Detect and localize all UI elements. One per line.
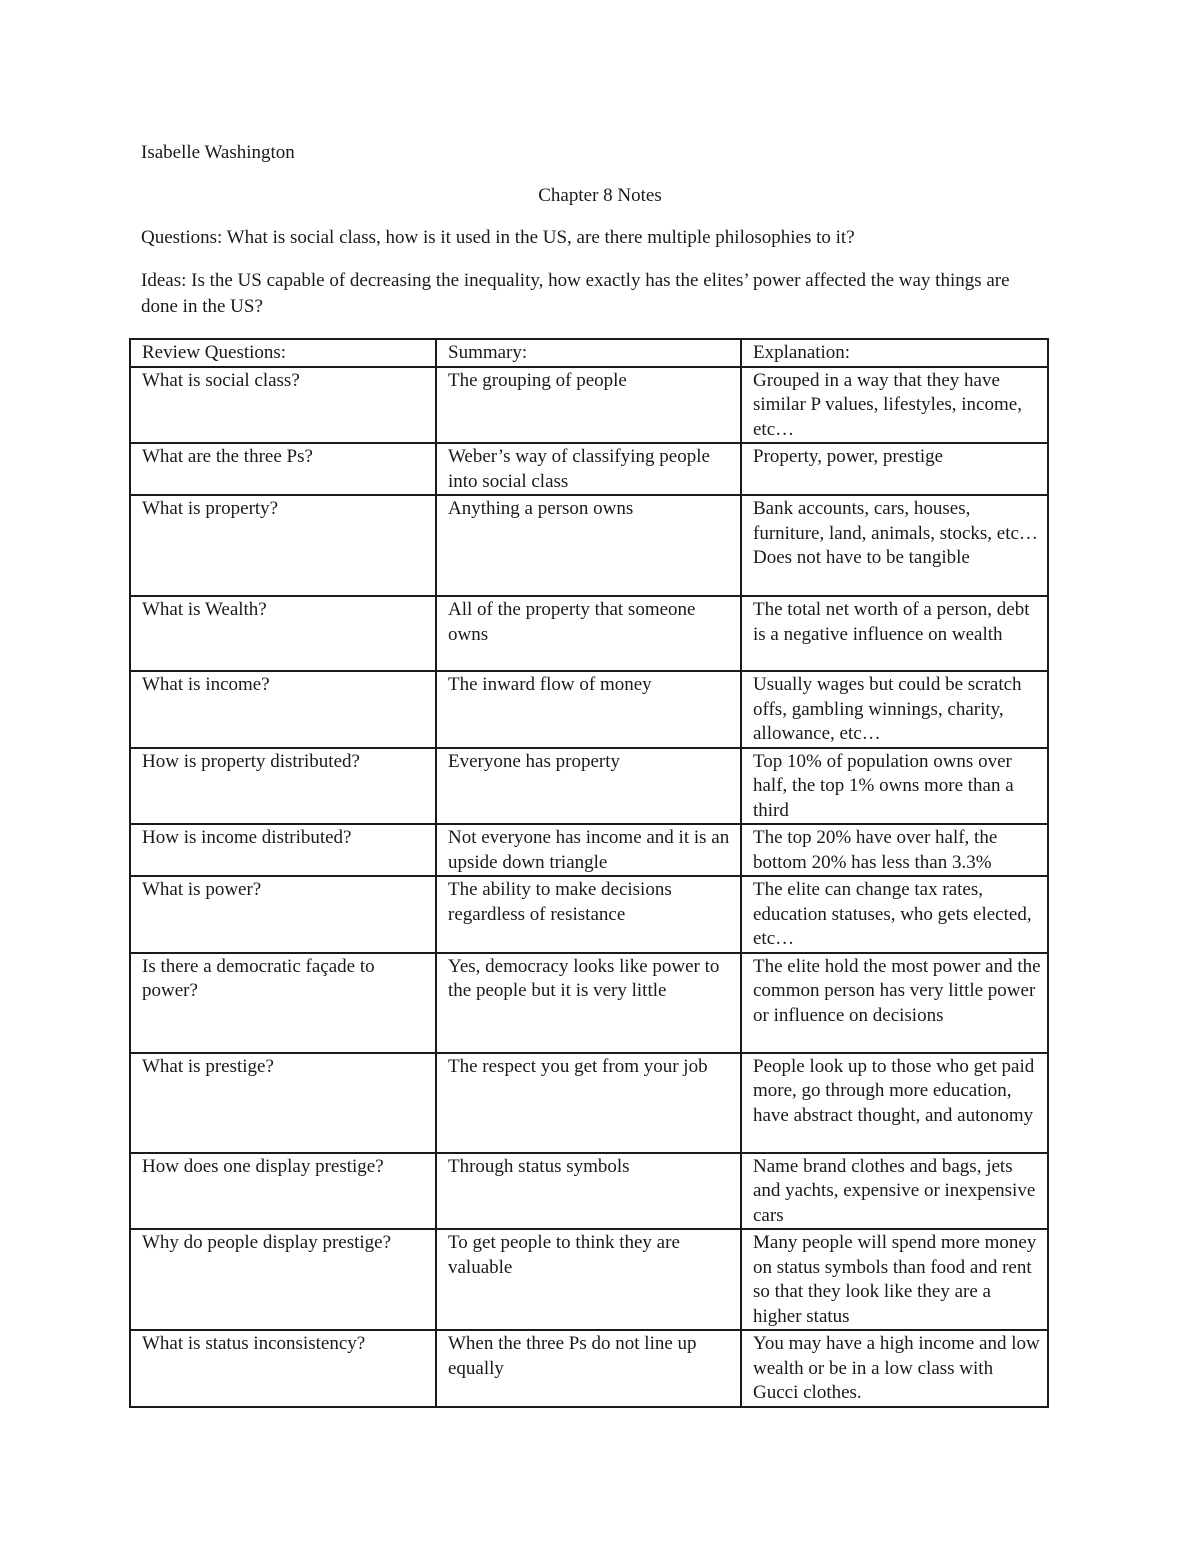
table-row <box>130 1153 1048 1230</box>
header-review-questions: Review Questions: <box>130 339 436 367</box>
question-cell: What is income? <box>130 671 436 748</box>
question-cell: What is Wealth? <box>130 596 436 671</box>
table-row <box>130 824 1048 876</box>
explanation-cell: Usually wages but could be scratch offs, gambling winnings, charity, allowance, etc… <box>741 671 1048 748</box>
explanation-cell: The elite hold the most power and the common person has very little power or influence on decisions <box>741 953 1048 1053</box>
table-row <box>130 367 1048 444</box>
table-row <box>130 1053 1048 1153</box>
explanation-cell: The elite can change tax rates, education statuses, who gets elected, etc… <box>741 876 1048 953</box>
question-cell: What is property? <box>130 495 436 596</box>
ideas-paragraph: Ideas: Is the US capable of decreasing the inequality, how exactly has the elites’ power affected the way things are done in the US? <box>141 270 1010 317</box>
summary-cell: Weber’s way of classifying people into social class <box>436 443 741 495</box>
author-name: Isabelle Washington <box>141 142 295 163</box>
explanation-cell: People look up to those who get paid more, go through more education, have abstract thought, and autonomy <box>741 1053 1048 1153</box>
table-row <box>130 953 1048 1053</box>
question-cell: How is income distributed? <box>130 824 436 876</box>
summary-cell: The respect you get from your job <box>436 1053 741 1153</box>
explanation-cell: You may have a high income and low wealth or be in a low class with Gucci clothes. <box>741 1330 1048 1407</box>
summary-cell: To get people to think they are valuable <box>436 1229 741 1330</box>
page-title: Chapter 8 Notes <box>538 185 662 206</box>
question-cell: Is there a democratic façade to power? <box>130 953 436 1053</box>
table-row <box>130 671 1048 748</box>
questions-paragraph: Questions: What is social class, how is it used in the US, are there multiple philosophies to it? <box>141 227 855 248</box>
review-notes-table <box>129 338 1049 1408</box>
explanation-cell: Grouped in a way that they have similar P values, lifestyles, income, etc… <box>741 367 1048 444</box>
header-summary: Summary: <box>436 339 741 367</box>
summary-cell: Anything a person owns <box>436 495 741 596</box>
question-cell: What is prestige? <box>130 1053 436 1153</box>
table-row <box>130 748 1048 825</box>
table-row <box>130 495 1048 596</box>
table-row <box>130 1330 1048 1407</box>
summary-cell: Not everyone has income and it is an upside down triangle <box>436 824 741 876</box>
question-cell: What are the three Ps? <box>130 443 436 495</box>
summary-cell: The ability to make decisions regardless of resistance <box>436 876 741 953</box>
table-row <box>130 596 1048 671</box>
summary-cell: When the three Ps do not line up equally <box>436 1330 741 1407</box>
question-cell: Why do people display prestige? <box>130 1229 436 1330</box>
summary-cell: Yes, democracy looks like power to the people but it is very little <box>436 953 741 1053</box>
explanation-cell: Bank accounts, cars, houses, furniture, land, animals, stocks, etc… Does not have to be tangible <box>741 495 1048 596</box>
explanation-cell: The top 20% have over half, the bottom 20% has less than 3.3% <box>741 824 1048 876</box>
table-header-row <box>130 339 1048 367</box>
explanation-cell: Many people will spend more money on status symbols than food and rent so that they look like they are a higher status <box>741 1229 1048 1330</box>
table-row <box>130 876 1048 953</box>
table-row <box>130 443 1048 495</box>
table-row <box>130 1229 1048 1330</box>
question-cell: How does one display prestige? <box>130 1153 436 1230</box>
header-explanation: Explanation: <box>741 339 1048 367</box>
question-cell: What is status inconsistency? <box>130 1330 436 1407</box>
question-cell: What is power? <box>130 876 436 953</box>
explanation-cell: Property, power, prestige <box>741 443 1048 495</box>
explanation-cell: Name brand clothes and bags, jets and yachts, expensive or inexpensive cars <box>741 1153 1048 1230</box>
question-cell: How is property distributed? <box>130 748 436 825</box>
summary-cell: Everyone has property <box>436 748 741 825</box>
summary-cell: Through status symbols <box>436 1153 741 1230</box>
question-cell: What is social class? <box>130 367 436 444</box>
summary-cell: The grouping of people <box>436 367 741 444</box>
explanation-cell: Top 10% of population owns over half, the top 1% owns more than a third <box>741 748 1048 825</box>
summary-cell: The inward flow of money <box>436 671 741 748</box>
explanation-cell: The total net worth of a person, debt is a negative influence on wealth <box>741 596 1048 671</box>
summary-cell: All of the property that someone owns <box>436 596 741 671</box>
